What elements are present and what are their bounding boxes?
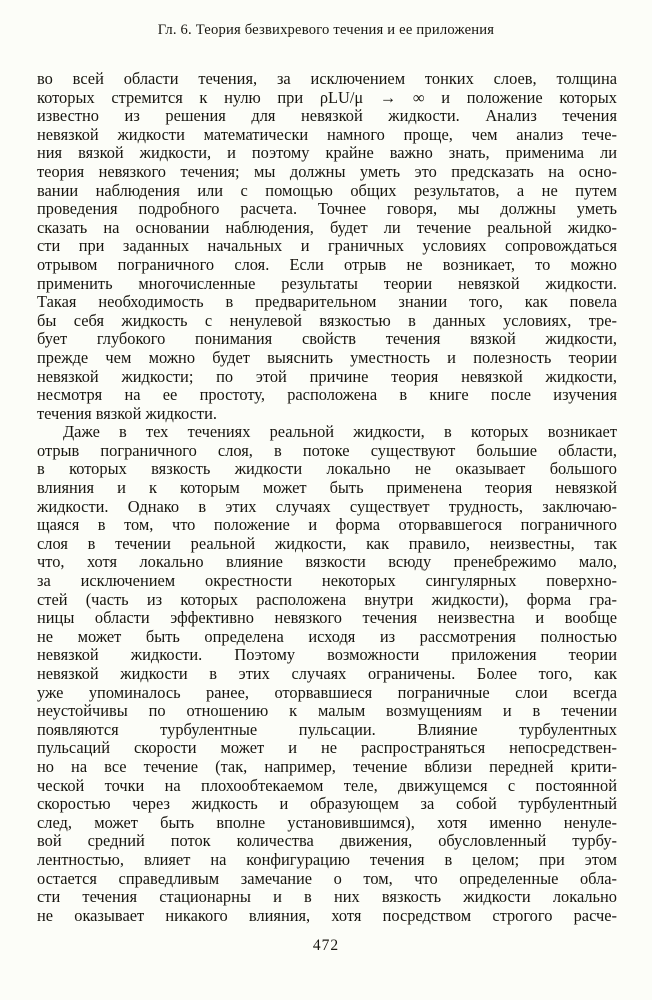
text-line: ния вязкой жидкости, и поэтому крайне важно знать, применима ли (37, 143, 617, 163)
text-line: вании наблюдения или с помощью общих результатов, а не путем (37, 180, 617, 200)
text-line: влияния и к которым может быть применена теория невязкой (37, 478, 617, 498)
text-line: не оказывает никакого влияния, хотя посредством строгого расче- (37, 905, 617, 925)
text-line: лентностью, влияет на конфигурацию течения в целом; при этом (37, 849, 617, 869)
text-line: прежде чем можно будет выяснить уместность и полезность теории (37, 347, 617, 367)
text-line: Даже в тех течениях реальной жидкости, в которых возникает (63, 422, 617, 442)
text-line: во всей области течения, за исключением тонких слоев, толщина (37, 69, 617, 88)
text-line: скоростью через жидкость и образующем за собой турбулентный (37, 794, 617, 814)
text-line: пульсаций скорости может и не распространяться непосредствен- (37, 738, 617, 758)
text-line: сказать на основании наблюдения, будет ли течение реальной жидко- (37, 217, 617, 237)
text-line: вой средний поток количества движения, обусловленный турбу- (37, 831, 617, 851)
text-line: щаяся в том, что положение и форма оторвавшегося пограничного (37, 515, 617, 535)
text-line: остается справедливым замечание о том, что определенные обла- (37, 868, 617, 888)
text-line: невязкой жидкости. Поэтому возможности приложения теории (37, 645, 617, 665)
text-line: жидкости. Однако в этих случаях существует трудность, заключаю- (37, 496, 617, 516)
text-line: течения вязкой жидкости. (37, 403, 217, 423)
text-line: проведения подробного расчета. Точнее говоря, мы должны уметь (37, 199, 617, 219)
text-line: несмотря на ее простоту, расположена в книге после изучения (37, 385, 617, 405)
page-number: 472 (312, 937, 340, 954)
text-line: Такая необходимость в предварительном знании того, как повела (37, 292, 617, 312)
text-line: слоя в течении реальной жидкости, как правило, неизвестны, так (37, 533, 617, 553)
text-line: теория невязкого течения; мы должны уметь это предсказать на осно- (37, 161, 617, 181)
text-line: не может быть определена исходя из рассмотрения полностью (37, 626, 617, 646)
text-line: ческой точки на плохообтекаемом теле, движущемся с постоянной (37, 775, 617, 795)
text-line: появляются турбулентные пульсации. Влияние турбулентных (37, 719, 617, 739)
text-line: след, может быть вполне установившимся), хотя именно ненуле- (37, 812, 617, 832)
text-line: невязкой жидкости математически намного проще, чем анализ тече- (37, 124, 617, 144)
text-line: но на все течение (так, например, течение вблизи передней крити- (37, 756, 617, 776)
text-line: которых стремится к нулю при ρLU/μ → ∞ и положение которых (37, 87, 617, 107)
text-line: отрыв пограничного слоя, в потоке существуют большие области, (37, 440, 617, 460)
text-line: неустойчивы по отношению к малым возмущениям и в течении (37, 701, 617, 721)
body-text (37, 70, 617, 925)
running-header: Гл. 6. Теория безвихревого течения и ее приложения (157, 22, 495, 38)
text-line: бует глубокого понимания свойств течения вязкой жидкости, (37, 329, 617, 349)
text-line: невязкой жидкости; по этой причине теория невязкой жидкости, (37, 366, 617, 386)
text-line: стей (часть из которых расположена внутри жидкости), форма гра- (37, 589, 617, 609)
text-line: сти течения стационарны и в них вязкость жидкости локально (37, 887, 617, 907)
text-line: за исключением окрестности некоторых сингулярных поверхно- (37, 571, 617, 591)
text-line: в которых вязкость жидкости локально не оказывает большого (37, 459, 617, 479)
text-line: известно из решения для невязкой жидкости. Анализ течения (37, 106, 617, 126)
text-line: что, хотя локально влияние вязкости всюду пренебрежимо мало, (37, 552, 617, 572)
text-line: уже упоминалось ранее, оторвавшиеся пограничные слои всегда (37, 682, 617, 702)
text-line: невязкой жидкости в этих случаях ограничены. Более того, как (37, 664, 617, 683)
text-line: применить многочисленные результаты теории невязкой жидкости. (37, 273, 617, 293)
text-line: отрывом пограничного слоя. Если отрыв не возникает, то можно (37, 254, 617, 274)
text-line: сти при заданных начальных и граничных условиях сопровождаться (37, 236, 617, 256)
text-line: ницы области эффективно невязкого течения неизвестна и вообще (37, 608, 617, 628)
text-line: бы себя жидкость с ненулевой вязкостью в данных условиях, тре- (37, 310, 617, 330)
